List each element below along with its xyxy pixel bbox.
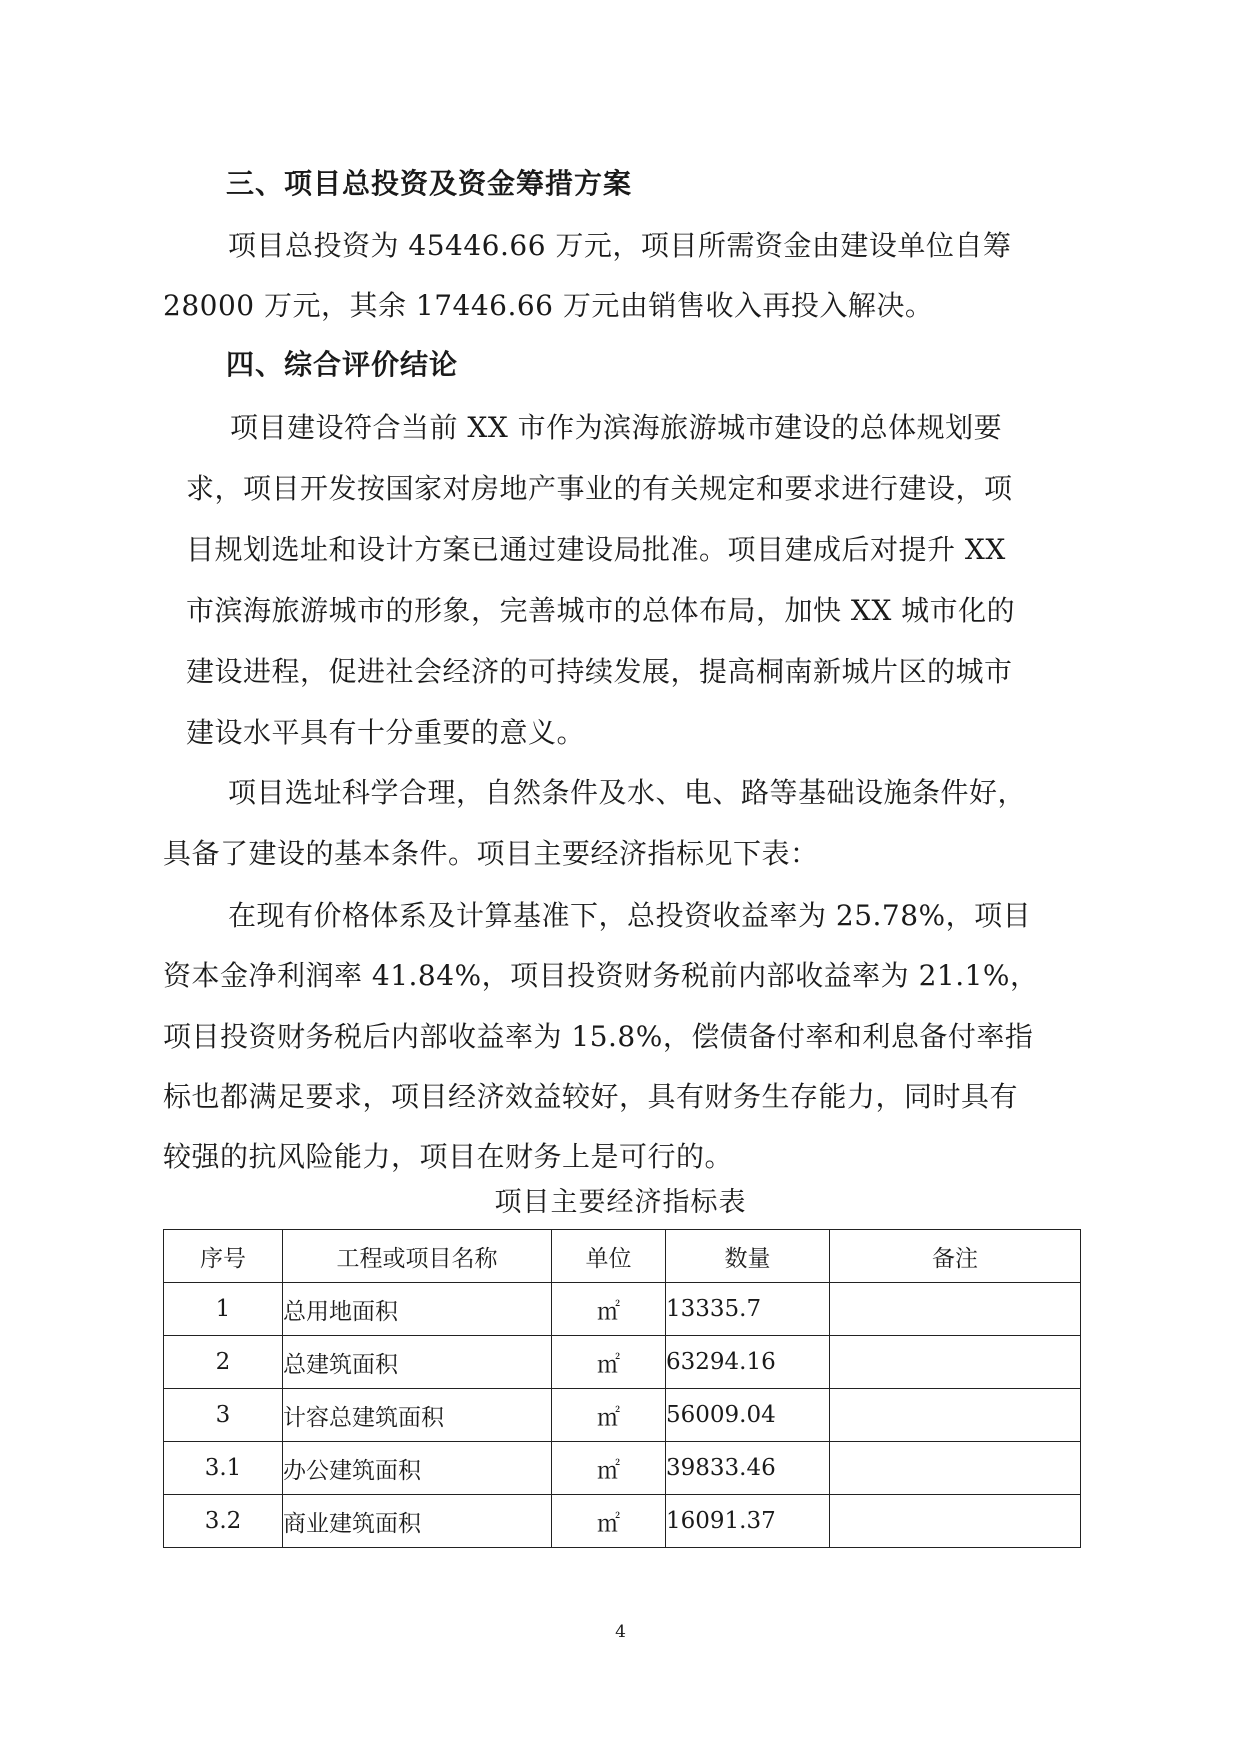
- row-remarks: [830, 1495, 1081, 1548]
- paragraph-line: 项目投资财务税后内部收益率为 15.8%，偿债备付率和利息备付率指: [163, 1020, 1034, 1053]
- paragraph-line: 市滨海旅游城市的形象，完善城市的总体布局，加快 XX 城市化的: [186, 594, 1016, 627]
- row-quantity: 63294.16: [666, 1336, 830, 1389]
- paragraph-line: 在现有价格体系及计算基准下，总投资收益率为 25.78%，项目: [228, 899, 1032, 932]
- row-quantity: 13335.7: [666, 1283, 830, 1336]
- row-quantity: 56009.04: [666, 1389, 830, 1442]
- row-index: 3.1: [164, 1442, 283, 1495]
- page-number: 4: [615, 1622, 626, 1642]
- row-item-name: 商业建筑面积: [283, 1495, 552, 1548]
- section-4-heading: 四、综合评价结论: [226, 348, 459, 381]
- paragraph-line: 项目建设符合当前 XX 市作为滨海旅游城市建设的总体规划要: [230, 411, 1003, 444]
- paragraph-line: 资本金净利润率 41.84%，项目投资财务税前内部收益率为 21.1%，: [163, 959, 1039, 992]
- paragraph-line: 建设进程，促进社会经济的可持续发展，提高桐南新城片区的城市: [186, 655, 1013, 688]
- row-unit: ㎡: [552, 1283, 666, 1336]
- row-remarks: [830, 1389, 1081, 1442]
- paragraph-line: 标也都满足要求，项目经济效益较好，具有财务生存能力，同时具有: [163, 1080, 1019, 1113]
- paragraph-line: 建设水平具有十分重要的意义。: [186, 716, 586, 749]
- row-item-name: 总建筑面积: [283, 1336, 552, 1389]
- row-item-name: 总用地面积: [283, 1283, 552, 1336]
- header-index: 序号: [164, 1230, 283, 1283]
- row-index: 2: [164, 1336, 283, 1389]
- row-quantity: 16091.37: [666, 1495, 830, 1548]
- table-row: [164, 1283, 1081, 1336]
- paragraph-line: 目规划选址和设计方案已通过建设局批准。项目建成后对提升 XX: [186, 533, 1006, 566]
- paragraph-line: 具备了建设的基本条件。项目主要经济指标见下表：: [163, 837, 819, 870]
- header-item-name: 工程或项目名称: [283, 1230, 552, 1283]
- row-remarks: [830, 1336, 1081, 1389]
- table-row: [164, 1442, 1081, 1495]
- row-index: 1: [164, 1283, 283, 1336]
- paragraph-line: 较强的抗风险能力，项目在财务上是可行的。: [163, 1140, 734, 1173]
- row-index: 3: [164, 1389, 283, 1442]
- table-header-row: [164, 1230, 1081, 1283]
- row-remarks: [830, 1283, 1081, 1336]
- row-item-name: 计容总建筑面积: [283, 1389, 552, 1442]
- table-row: [164, 1336, 1081, 1389]
- row-quantity: 39833.46: [666, 1442, 830, 1495]
- table-title: 项目主要经济指标表: [494, 1187, 747, 1218]
- paragraph-line: 项目总投资为 45446.66 万元，项目所需资金由建设单位自筹: [228, 229, 1012, 262]
- row-unit: ㎡: [552, 1495, 666, 1548]
- section-3-heading: 三、项目总投资及资金筹措方案: [226, 167, 633, 200]
- table-row: [164, 1495, 1081, 1548]
- paragraph-line: 28000 万元，其余 17446.66 万元由销售收入再投入解决。: [163, 289, 934, 322]
- header-quantity: 数量: [666, 1230, 830, 1283]
- row-unit: ㎡: [552, 1336, 666, 1389]
- paragraph-line: 项目选址科学合理，自然条件及水、电、路等基础设施条件好，: [228, 776, 1027, 809]
- table-row: [164, 1389, 1081, 1442]
- economic-indicators-table: [163, 1229, 1081, 1548]
- row-remarks: [830, 1442, 1081, 1495]
- header-remarks: 备注: [830, 1230, 1081, 1283]
- paragraph-line: 求，项目开发按国家对房地产事业的有关规定和要求进行建设，项: [186, 472, 1013, 505]
- row-index: 3.2: [164, 1495, 283, 1548]
- row-unit: ㎡: [552, 1389, 666, 1442]
- header-unit: 单位: [552, 1230, 666, 1283]
- row-unit: ㎡: [552, 1442, 666, 1495]
- row-item-name: 办公建筑面积: [283, 1442, 552, 1495]
